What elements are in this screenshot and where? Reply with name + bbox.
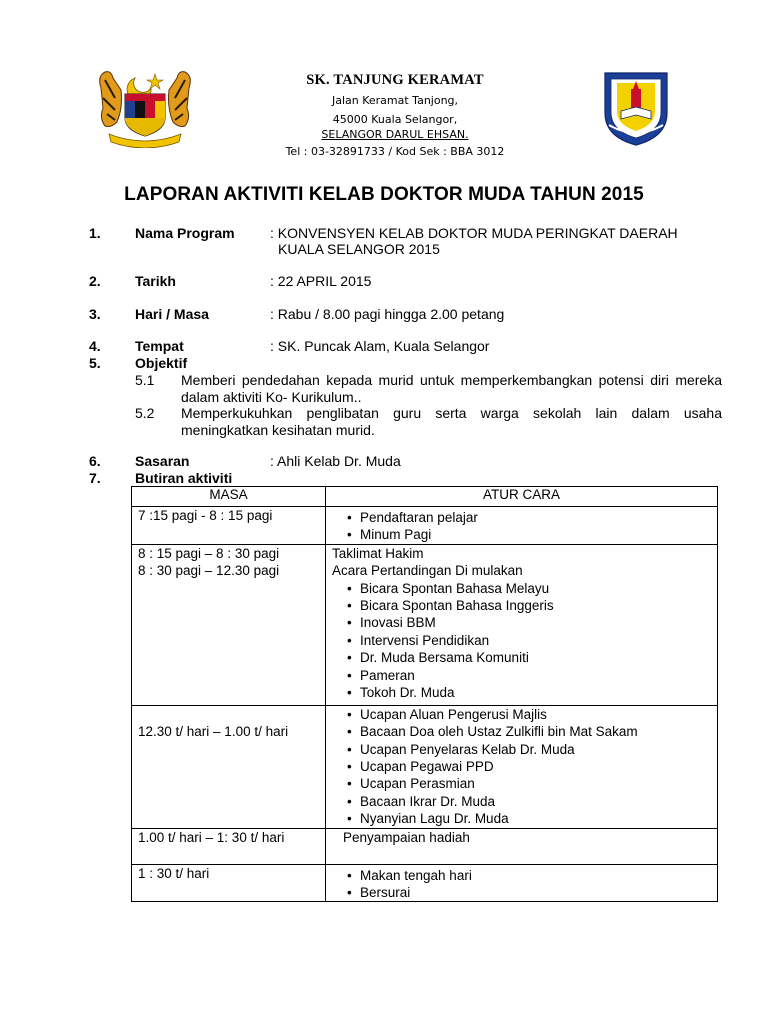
item-number: 1. bbox=[89, 225, 101, 241]
date-value: : 22 APRIL 2015 bbox=[270, 273, 372, 289]
program-list bbox=[332, 580, 717, 702]
school-name: SK. TANJUNG KERAMAT bbox=[306, 72, 484, 88]
list-item: • Ucapan Penyelaras Kelab Dr. Muda bbox=[347, 741, 717, 758]
list-item: • Nyanyian Lagu Dr. Muda bbox=[347, 810, 717, 827]
program-list bbox=[332, 867, 717, 902]
program-value-cont: KUALA SELANGOR 2015 bbox=[278, 241, 440, 257]
list-item: • Ucapan Pegawai PPD bbox=[347, 758, 717, 775]
table-header-row bbox=[132, 487, 718, 507]
item-number: 3. bbox=[89, 306, 101, 322]
time-text: 1 : 30 t/ hari bbox=[138, 865, 210, 881]
table-row bbox=[132, 507, 718, 545]
list-item: • Bicara Spontan Bahasa Melayu bbox=[347, 580, 717, 597]
program-text: Taklimat Hakim bbox=[332, 545, 424, 561]
program-list bbox=[332, 706, 717, 828]
time-text: 7 :15 pagi - 8 : 15 pagi bbox=[138, 508, 273, 523]
item-number: 7. bbox=[89, 470, 101, 486]
program-label: Nama Program bbox=[135, 225, 235, 241]
activity-details-label: Butiran aktiviti bbox=[135, 470, 233, 486]
item-number: 2. bbox=[89, 273, 101, 289]
objective-text: Memberi pendedahan kepada murid untuk memperkembangkan potensi diri mereka dalam aktiviti Ko- Kurikulum.. bbox=[181, 372, 722, 405]
venue-label: Tempat bbox=[135, 338, 184, 354]
objective-label: Objektif bbox=[135, 355, 188, 371]
list-item: • Bersurai bbox=[347, 884, 717, 901]
table-row bbox=[132, 544, 718, 705]
time-cell bbox=[132, 507, 326, 545]
list-item: • Tokoh Dr. Muda bbox=[347, 684, 717, 701]
list-item: • Ucapan Perasmian bbox=[347, 775, 717, 792]
address-line-3: SELANGOR DARUL EHSAN. bbox=[321, 128, 469, 141]
time-cell bbox=[132, 705, 326, 828]
venue-value: : SK. Puncak Alam, Kuala Selangor bbox=[270, 338, 490, 354]
time-text: 1.00 t/ hari – 1: 30 t/ hari bbox=[138, 829, 285, 845]
list-item: • Pameran bbox=[347, 667, 717, 684]
time-text: 8 : 30 pagi – 12.30 pagi bbox=[138, 563, 280, 579]
day-time-label: Hari / Masa bbox=[135, 306, 209, 322]
objective-text: Memperkukuhkan penglibatan guru serta warga sekolah lain dalam usaha meningkatkan kesihatan murid. bbox=[181, 405, 722, 438]
target-value: : Ahli Kelab Dr. Muda bbox=[270, 453, 401, 469]
column-header-atur-cara: ATUR CARA bbox=[326, 487, 718, 507]
contact-line: Tel : 03-32891733 / Kod Sek : BBA 3012 bbox=[285, 145, 505, 158]
program-cell bbox=[326, 705, 718, 828]
objective-number: 5.1 bbox=[135, 372, 155, 388]
report-title: LAPORAN AKTIVITI KELAB DOKTOR MUDA TAHUN 2015 bbox=[124, 184, 644, 205]
school-badge-icon bbox=[595, 67, 677, 147]
list-item: • Makan tengah hari bbox=[347, 867, 717, 884]
item-number: 5. bbox=[89, 355, 101, 371]
list-item: • Bacaan Doa oleh Ustaz Zulkifli bin Mat Sakam bbox=[347, 723, 717, 740]
program-text: Acara Pertandingan Di mulakan bbox=[332, 563, 523, 579]
time-cell bbox=[132, 544, 326, 705]
list-item: • Intervensi Pendidikan bbox=[347, 632, 717, 649]
item-number: 4. bbox=[89, 338, 101, 354]
program-cell bbox=[326, 828, 718, 864]
program-list bbox=[332, 509, 717, 544]
malaysia-coat-of-arms-icon bbox=[95, 68, 195, 148]
list-item: • Minum Pagi bbox=[347, 526, 717, 543]
table-row bbox=[132, 828, 718, 864]
day-time-value: : Rabu / 8.00 pagi hingga 2.00 petang bbox=[270, 306, 505, 322]
column-header-masa: MASA bbox=[132, 487, 326, 507]
list-item: • Bicara Spontan Bahasa Inggeris bbox=[347, 597, 717, 614]
address-line-2: 45000 Kuala Selangor, bbox=[332, 113, 458, 126]
address-line-1: Jalan Keramat Tanjong, bbox=[331, 94, 459, 107]
list-item: • Dr. Muda Bersama Komuniti bbox=[347, 649, 717, 666]
date-label: Tarikh bbox=[135, 273, 176, 289]
list-item: • Pendaftaran pelajar bbox=[347, 509, 717, 526]
list-item: • Bacaan Ikrar Dr. Muda bbox=[347, 793, 717, 810]
schedule-table bbox=[131, 486, 718, 902]
time-cell bbox=[132, 828, 326, 864]
target-label: Sasaran bbox=[135, 453, 190, 469]
program-value: : KONVENSYEN KELAB DOKTOR MUDA PERINGKAT DAERAH bbox=[270, 225, 678, 241]
objective-number: 5.2 bbox=[135, 405, 155, 421]
time-text: 12.30 t/ hari – 1.00 t/ hari bbox=[138, 723, 289, 739]
program-cell bbox=[326, 544, 718, 705]
time-cell bbox=[132, 864, 326, 902]
time-text: 8 : 15 pagi – 8 : 30 pagi bbox=[138, 545, 280, 561]
table-row bbox=[132, 705, 718, 828]
program-text: Penyampaian hadiah bbox=[343, 829, 470, 845]
list-item: • Inovasi BBM bbox=[347, 614, 717, 631]
table-row bbox=[132, 864, 718, 902]
program-cell bbox=[326, 864, 718, 902]
list-item: • Ucapan Aluan Pengerusi Majlis bbox=[347, 706, 717, 723]
program-cell bbox=[326, 507, 718, 545]
item-number: 6. bbox=[89, 453, 101, 469]
